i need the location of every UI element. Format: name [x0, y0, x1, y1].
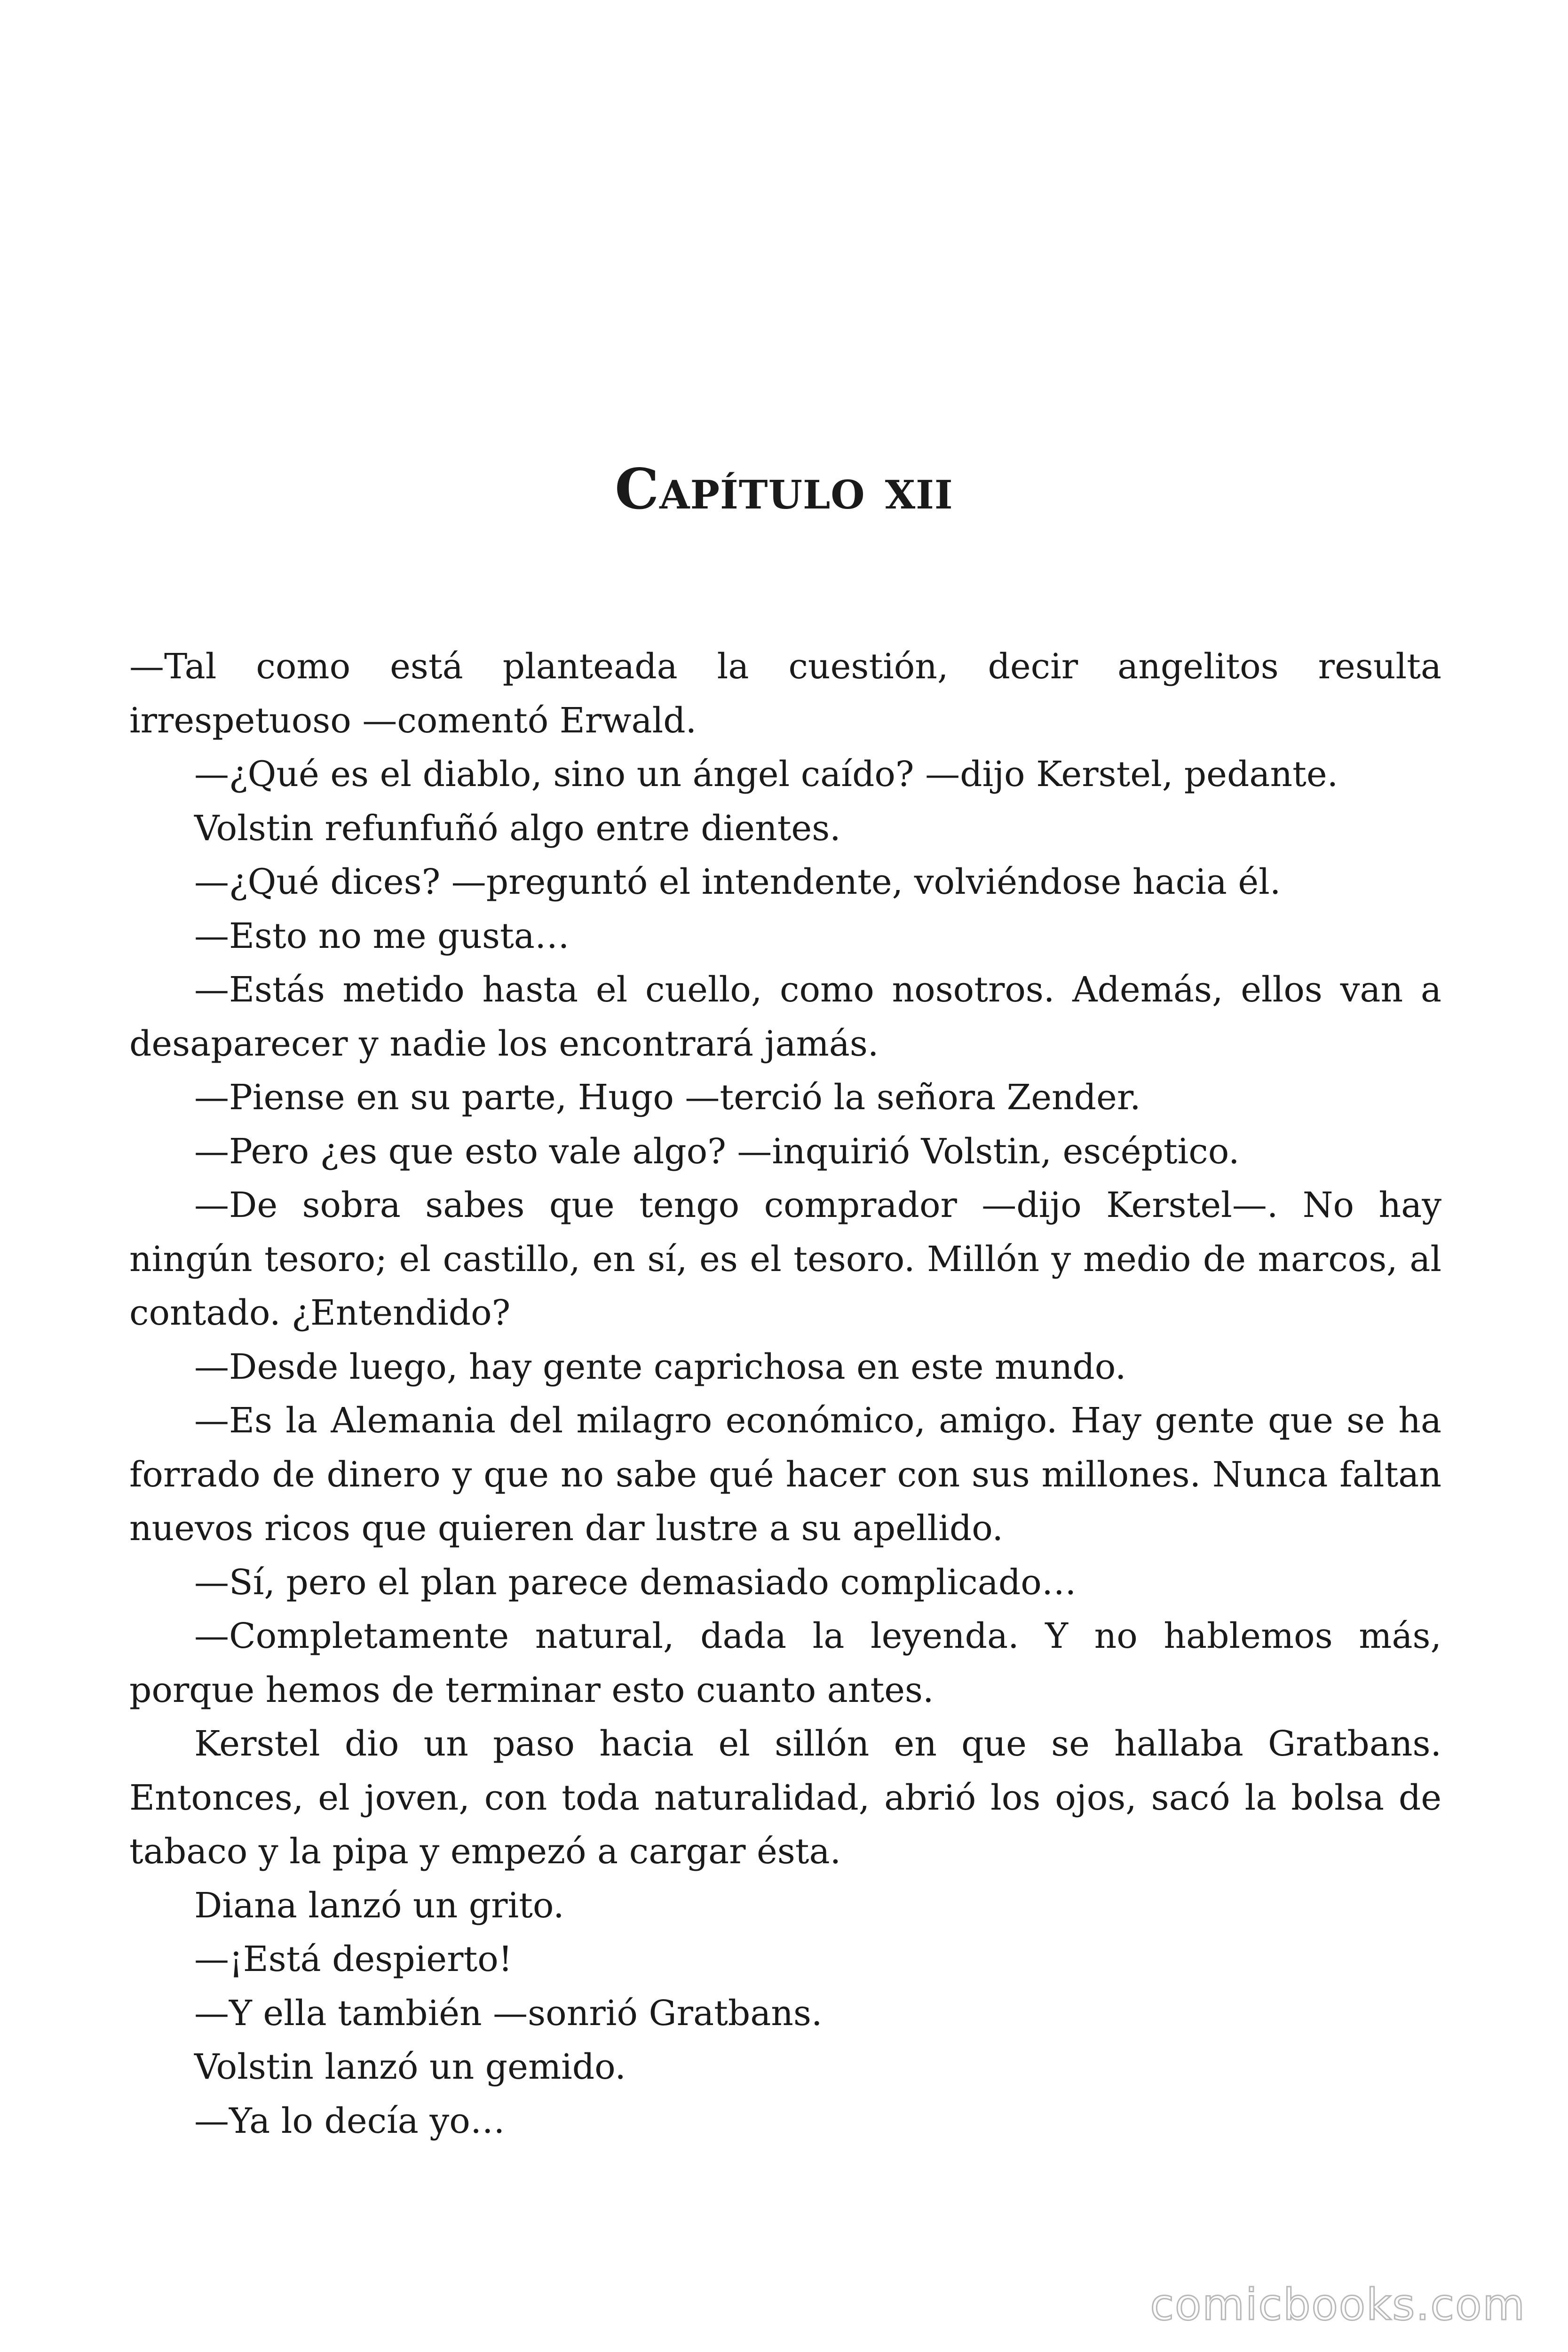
paragraph: —De sobra sabes que tengo comprador —dijo Kerstel—. No hay ningún tesoro; el castillo, en sí, es el tesoro. Millón y medio de marcos, al contado. ¿Entendido?: [129, 1185, 1441, 1333]
paragraph: Volstin lanzó un gemido.: [194, 2047, 626, 2087]
chapter-title: Capítulo xii: [615, 456, 953, 522]
paragraph: —Tal como está planteada la cuestión, decir angelitos resulta irrespetuoso —comentó Erwald.: [129, 646, 1441, 741]
paragraph: —Esto no me gusta…: [194, 915, 570, 956]
paragraph: —¿Qué es el diablo, sino un ángel caído? —dijo Kerstel, pedante.: [194, 754, 1338, 795]
paragraph: —Ya lo decía yo…: [194, 2100, 505, 2141]
paragraph: Volstin refunfuñó algo entre dientes.: [194, 808, 841, 849]
paragraph: Kerstel dio un paso hacia el sillón en que se hallaba Gratbans. Entonces, el joven, con toda naturalidad, abrió los ojos, sacó la bolsa de tabaco y la pipa y empezó a cargar ésta.: [129, 1724, 1441, 1872]
paragraph: —Es la Alemania del milagro económico, amigo. Hay gente que se ha forrado de dinero y que no sabe qué hacer con sus millones. Nunca faltan nuevos ricos que quieren dar lustre a su apellido.: [129, 1400, 1441, 1549]
paragraph: Diana lanzó un grito.: [194, 1885, 564, 1926]
watermark: comicbooks.com: [1150, 2280, 1526, 2330]
paragraph: —Estás metido hasta el cuello, como nosotros. Además, ellos van a desaparecer y nadie los encontrará jamás.: [129, 969, 1441, 1064]
paragraph: —¡Está despierto!: [194, 1939, 513, 1979]
body-text: [129, 640, 1441, 2148]
paragraph: —Desde luego, hay gente caprichosa en este mundo.: [194, 1346, 1126, 1387]
paragraph: —Sí, pero el plan parece demasiado complicado…: [194, 1562, 1077, 1603]
paragraph: —Pero ¿es que esto vale algo? —inquirió Volstin, escéptico.: [194, 1131, 1240, 1172]
paragraph: —Y ella también —sonrió Gratbans.: [194, 1993, 823, 2034]
paragraph: —Piense en su parte, Hugo —terció la señora Zender.: [194, 1077, 1141, 1118]
paragraph: —Completamente natural, dada la leyenda. Y no hablemos más, porque hemos de terminar esto cuanto antes.: [129, 1616, 1441, 1710]
paragraph: —¿Qué dices? —preguntó el intendente, volviéndose hacia él.: [194, 862, 1281, 902]
